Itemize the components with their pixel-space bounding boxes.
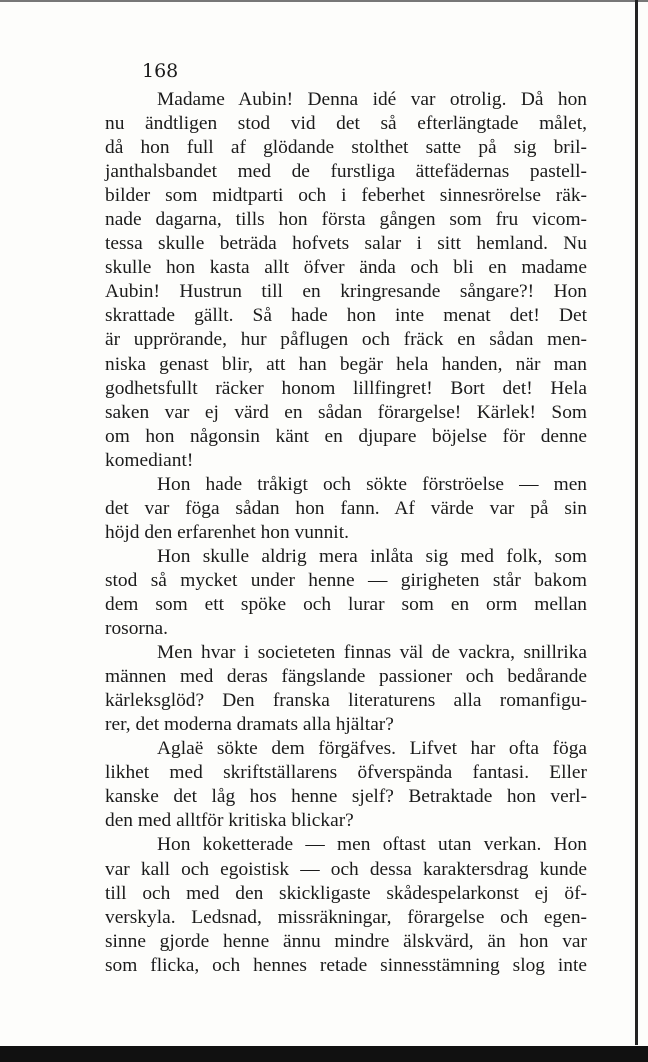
text-line: likhet med skriftställarens öfverspända fantasi. Eller <box>105 762 587 784</box>
text-line: dem som ett spöke och lurar som en orm mellan <box>105 593 587 615</box>
text-line: skulle hon kasta allt öfver ända och bli en madame <box>105 257 587 279</box>
page-number: 168 <box>142 60 179 82</box>
text-line: tessa skulle beträda hofvets salar i sitt hemland. Nu <box>105 233 587 255</box>
body-text <box>105 88 587 978</box>
text-line: Hon koketterade — men oftast utan verkan. Hon <box>157 834 587 856</box>
text-line: till och med den skickligaste skådespelarkonst ej öf- <box>105 882 587 904</box>
text-line: Hon skulle aldrig mera inlåta sig med folk, som <box>157 545 587 567</box>
text-line: om hon någonsin känt en djupare böjelse för denne <box>105 425 587 447</box>
text-line: nu ändtligen stod vid det så efterlängtade målet, <box>105 113 587 135</box>
text-line: komediant! <box>105 449 194 471</box>
text-line: rer, det moderna dramats alla hjältar? <box>105 714 394 736</box>
text-line: stod så mycket under henne — girigheten står bakom <box>105 569 587 591</box>
text-line: nade dagarna, tills hon första gången som fru vicom- <box>105 209 587 231</box>
scan-bottom-edge <box>0 1046 648 1062</box>
text-line: Hon hade tråkigt och sökte förströelse — men <box>157 473 587 495</box>
text-line: sinne gjorde henne ännu mindre älskvärd, än hon var <box>105 930 587 952</box>
text-line: höjd den erfarenhet hon vunnit. <box>105 521 349 543</box>
scan-right-edge <box>635 0 638 1045</box>
text-line: Men hvar i societeten finnas väl de vackra, snillrika <box>157 642 587 664</box>
text-line: är upprörande, hur påflugen och fräck en sådan men- <box>105 329 587 351</box>
scan-top-edge <box>0 0 648 2</box>
text-line: skrattade gällt. Så hade hon inte menat det! Det <box>105 305 587 327</box>
text-line: godhetsfullt räcker honom lillfingret! Bort det! Hela <box>105 377 587 399</box>
text-line: bilder som midtparti och i feberhet sinnesrörelse räk- <box>105 185 587 207</box>
text-line: kärleksglöd? Den franska literaturens alla romanfigu- <box>105 690 587 712</box>
text-line: verskyla. Ledsnad, missräkningar, förargelse och egen- <box>105 906 587 928</box>
text-line: rosorna. <box>105 618 169 640</box>
text-line: Aglaë sökte dem förgäfves. Lifvet har ofta föga <box>157 738 587 760</box>
text-line: som flicka, och hennes retade sinnesstämning slog inte <box>105 954 587 976</box>
text-line: niska genast blir, att han begär hela handen, när man <box>105 353 587 375</box>
text-line: Madame Aubin! Denna idé var otrolig. Då hon <box>157 89 587 110</box>
text-line: saken var ej värd en sådan förargelse! Kärlek! Som <box>105 401 587 423</box>
text-line: kanske det låg hos henne sjelf? Betraktade hon verl- <box>105 786 587 808</box>
text-line: var kall och egoistisk — och dessa karaktersdrag kunde <box>105 858 587 880</box>
text-line: den med alltför kritiska blickar? <box>105 810 354 832</box>
text-line: Aubin! Hustrun till en kringresande sångare?! Hon <box>105 281 587 303</box>
text-line: då hon full af glödande stolthet satte på sig bril- <box>105 137 587 159</box>
text-line: janthalsbandet med de furstliga ättefädernas pastell- <box>105 161 587 183</box>
text-line: männen med deras fängslande passioner och bedårande <box>105 666 587 688</box>
text-line: det var föga sådan hon fann. Af värde var på sin <box>105 497 587 519</box>
